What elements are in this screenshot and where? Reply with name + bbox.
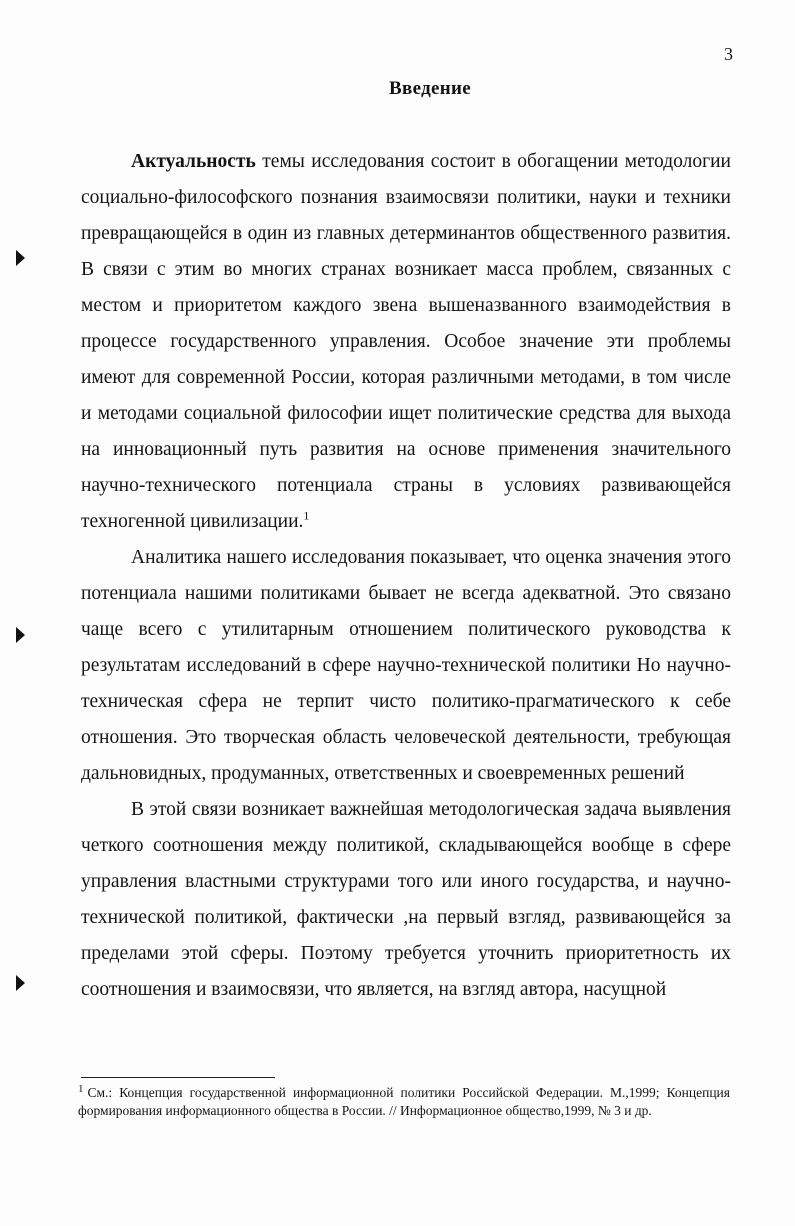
margin-marker-icon — [16, 975, 25, 991]
footnote-text: См.: Концепция государственной информационной политики Российской Федерации. М.,1999; Концепция формирования информационного общества в России. // Информационное общество,1999, № 3 и др. — [78, 1085, 730, 1118]
margin-marker-icon — [16, 627, 25, 643]
footnote — [78, 1084, 730, 1120]
section-title: Введение — [389, 78, 471, 99]
footnote-reference[interactable]: 1 — [303, 508, 310, 523]
footnote-divider — [81, 1077, 275, 1078]
footnote-number: 1 — [78, 1082, 84, 1095]
paragraph-analytics: Аналитика нашего исследования показывает, что оценка значения этого потенциала нашими политиками бывает не всегда адекватной. Это связано чаще всего с утилитарным отношением политического руководства к результатам исследований в сфере научно-технической политики Но научно-техническая сфера не терпит чисто политико-прагматического к себе отношения. Это творческая область человеческой деятельности, требующая дальновидных, продуманных, ответственных и своевременных решений — [81, 547, 731, 784]
main-text — [81, 144, 731, 1008]
paragraph-text: темы исследования состоит в обогащении методологии социально-философского познания взаимосвязи политики, науки и техники превращающейся в один из главных детерминантов общественного развития. В связи с этим во многих странах возникает масса проблем, связанных с местом и приоритетом каждого звена вышеназванного взаимодействия в процессе государственного управления. Особое значение эти проблемы имеют для современной России, которая различными методами, в том числе и методами социальной философии ищет политические средства для выхода на инновационный путь развития на основе применения значительного научно-технического потенциала страны в условиях развивающейся техногенной цивилизации. — [81, 151, 731, 532]
paragraph-relevance — [81, 144, 731, 540]
paragraph-lead-word: Актуальность — [131, 151, 256, 172]
paragraph-methodology: В этой связи возникает важнейшая методологическая задача выявления четкого соотношения между политикой, складывающейся вообще в сфере управления властными структурами того или иного государства, и научно-технической политикой, фактически ,на первый взгляд, развивающейся за пределами этой сферы. Поэтому требуется уточнить приоритетность их соотношения и взаимосвязи, что является, на взгляд автора, насущной — [81, 799, 731, 1000]
page-number: 3 — [724, 44, 733, 64]
margin-marker-icon — [16, 250, 25, 266]
